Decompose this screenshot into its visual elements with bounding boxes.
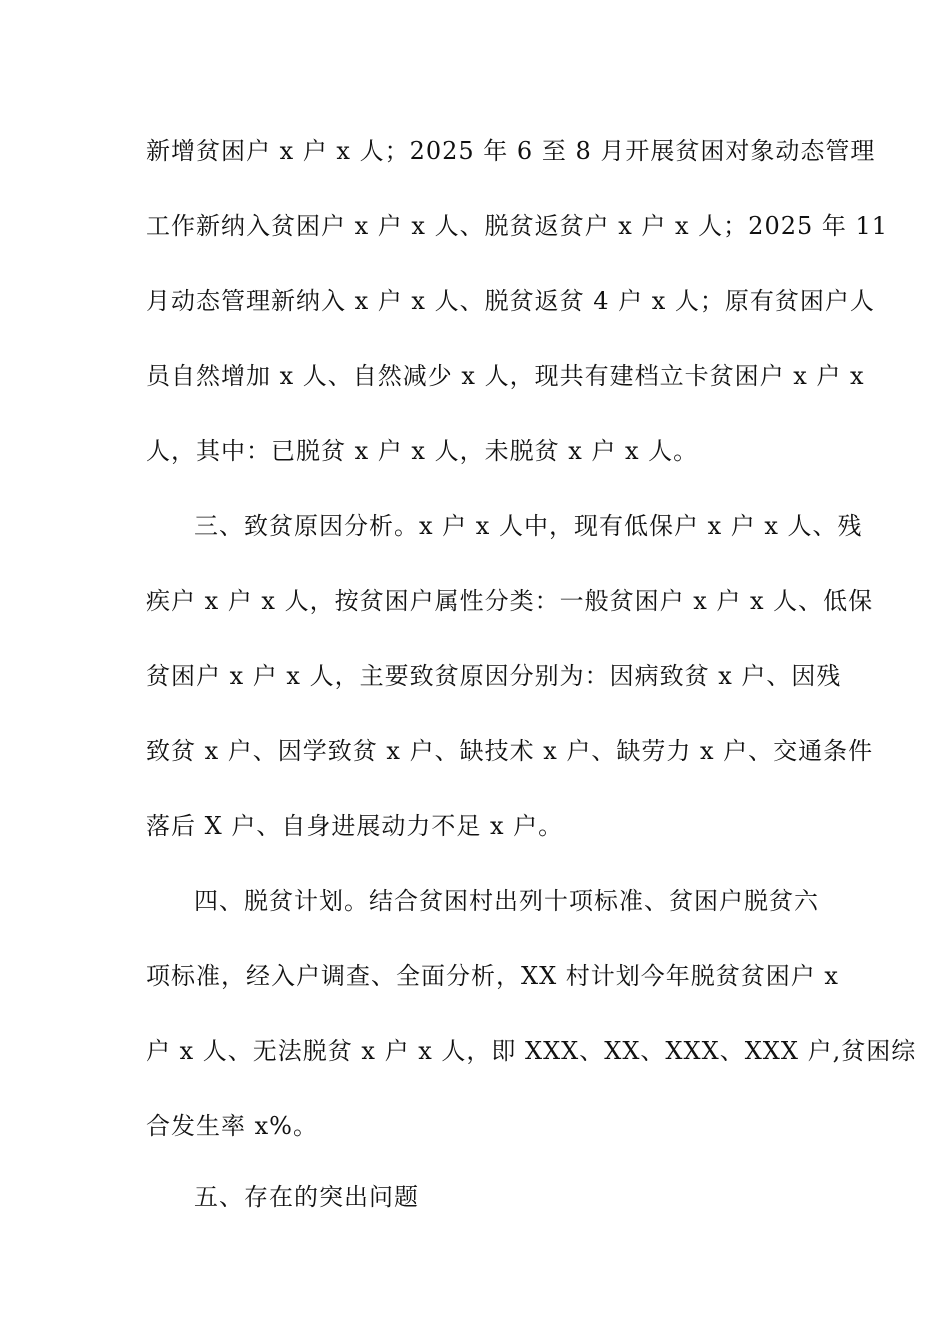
paragraph-2-line-2: 疾户 x 户 x 人，按贫困户属性分类：一般贫困户 x 户 x 人、低保: [146, 587, 874, 615]
paragraph-3-line-2: 项标准，经入户调查、全面分析，XX 村计划今年脱贫贫困户 x: [146, 962, 839, 990]
section-3-heading-line: 三、致贫原因分析。x 户 x 人中，现有低保户 x 户 x 人、残: [194, 512, 863, 540]
paragraph-2-line-4: 致贫 x 户、因学致贫 x 户、缺技术 x 户、缺劳力 x 户、交通条件: [146, 737, 874, 765]
section-4-heading-line: 四、脱贫计划。结合贫困村出列十项标准、贫困户脱贫六: [194, 887, 819, 915]
paragraph-3-line-4: 合发生率 x%。: [146, 1112, 318, 1140]
section-5-heading: 五、存在的突出问题: [194, 1183, 419, 1211]
paragraph-2-line-5: 落后 X 户、自身进展动力不足 x 户。: [146, 812, 564, 840]
paragraph-1-line-3: 月动态管理新纳入 x 户 x 人、脱贫返贫 4 户 x 人；原有贫困户人: [146, 287, 875, 315]
paragraph-1-line-1: 新增贫困户 x 户 x 人；2025 年 6 至 8 月开展贫困对象动态管理: [146, 137, 876, 165]
paragraph-1-line-4: 员自然增加 x 人、自然减少 x 人，现共有建档立卡贫困户 x 户 x: [146, 362, 865, 390]
paragraph-3-line-3: 户 x 人、无法脱贫 x 户 x 人，即 XXX、XX、XXX、XXX 户,贫困综: [146, 1037, 917, 1065]
paragraph-2-line-3: 贫困户 x 户 x 人，主要致贫原因分别为：因病致贫 x 户、因残: [146, 662, 842, 690]
paragraph-1-line-2: 工作新纳入贫困户 x 户 x 人、脱贫返贫户 x 户 x 人；2025 年 11: [146, 212, 889, 240]
paragraph-1-line-5: 人，其中：已脱贫 x 户 x 人，未脱贫 x 户 x 人。: [146, 437, 699, 465]
